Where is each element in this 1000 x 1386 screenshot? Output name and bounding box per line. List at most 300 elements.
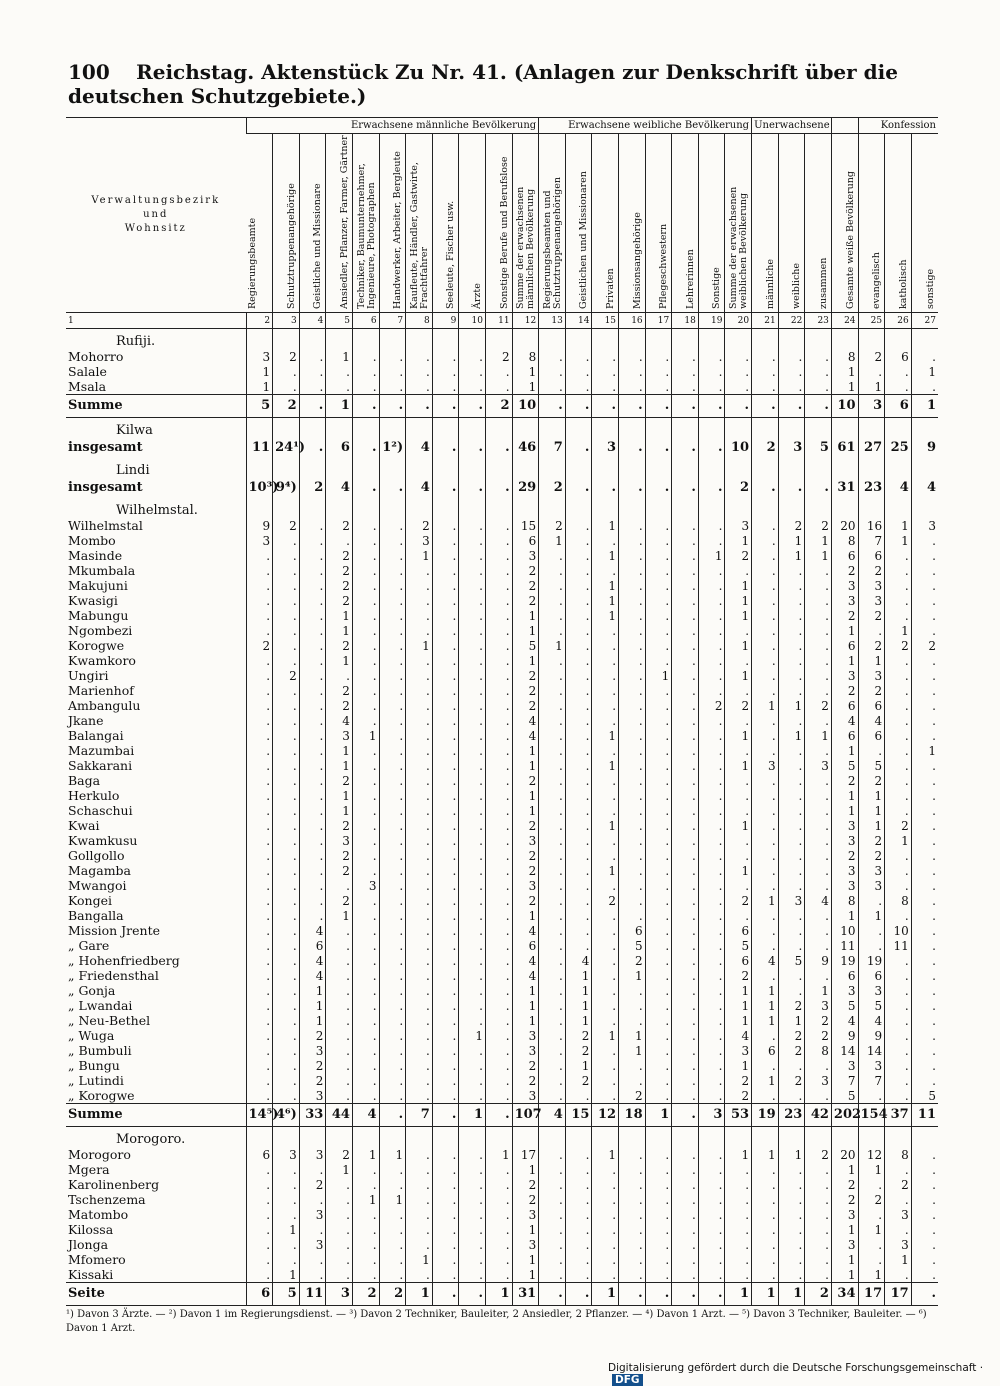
column-number: 18: [672, 313, 699, 329]
row-label: Ambangulu: [68, 697, 141, 713]
table-cell: 1: [512, 1222, 539, 1237]
column-header: [698, 134, 725, 313]
table-cell: .: [645, 349, 672, 364]
table-cell: .: [778, 1177, 805, 1192]
empty-cell: [858, 458, 885, 478]
table-cell: .: [246, 953, 273, 968]
table-cell: .: [485, 1073, 512, 1088]
table-cell: 9: [805, 953, 832, 968]
empty-cell: [459, 1127, 486, 1148]
table-cell: 3: [406, 533, 433, 548]
column-header: [352, 134, 379, 313]
table-cell: .: [299, 683, 326, 698]
table-cell: .: [672, 349, 699, 364]
table-cell: 1: [911, 364, 938, 379]
table-cell: .: [592, 833, 619, 848]
table-cell: .: [432, 893, 459, 908]
table-cell: .: [911, 998, 938, 1013]
table-cell: .: [459, 863, 486, 878]
table-cell: .: [672, 1207, 699, 1222]
table-cell: .: [672, 998, 699, 1013]
empty-cell: [512, 458, 539, 478]
table-cell: 5: [246, 395, 273, 418]
table-cell: .: [352, 379, 379, 395]
table-cell: .: [565, 908, 592, 923]
column-header: [432, 134, 459, 313]
table-cell: .: [299, 878, 326, 893]
table-cell: .: [459, 983, 486, 998]
group-header-row: [66, 118, 938, 134]
table-cell: .: [805, 833, 832, 848]
table-cell: .: [352, 908, 379, 923]
table-cell: .: [273, 1192, 300, 1207]
table-cell: 1: [273, 1222, 300, 1237]
table-cell: .: [725, 743, 752, 758]
table-cell: .: [273, 379, 300, 395]
table-cell: .: [619, 1283, 646, 1306]
table-cell: .: [273, 608, 300, 623]
table-cell: .: [246, 1043, 273, 1058]
table-cell: .: [459, 713, 486, 728]
table-cell: 10: [725, 438, 752, 458]
table-cell: .: [592, 653, 619, 668]
table-cell: .: [406, 1147, 433, 1162]
table-cell: .: [432, 908, 459, 923]
column-header-label: Summe der erwachsenen männlichen Bevölkerung: [515, 186, 537, 309]
table-cell: .: [432, 923, 459, 938]
table-cell: 3: [512, 1028, 539, 1043]
column-header: [592, 134, 619, 313]
empty-cell: [246, 329, 273, 350]
table-cell: .: [592, 638, 619, 653]
table-cell: .: [698, 653, 725, 668]
table-cell: .: [459, 1192, 486, 1207]
table-cell: .: [485, 548, 512, 563]
table-cell: .: [885, 593, 912, 608]
table-cell: 8: [512, 349, 539, 364]
table-cell: .: [273, 623, 300, 638]
table-cell: .: [379, 1207, 406, 1222]
table-cell: .: [645, 1147, 672, 1162]
table-cell: .: [379, 349, 406, 364]
table-cell: 3: [512, 1237, 539, 1252]
table-cell: .: [273, 364, 300, 379]
table-cell: 1: [352, 1192, 379, 1207]
table-cell: 1: [858, 908, 885, 923]
table-cell: .: [672, 668, 699, 683]
table-cell: .: [698, 438, 725, 458]
table-cell: .: [406, 743, 433, 758]
empty-cell: [352, 498, 379, 518]
table-cell: 3: [246, 349, 273, 364]
table-row: [66, 653, 938, 668]
table-cell: .: [459, 758, 486, 773]
table-row: [66, 623, 938, 638]
empty-cell: [672, 329, 699, 350]
table-cell: .: [565, 893, 592, 908]
table-cell: .: [672, 773, 699, 788]
table-cell: .: [885, 788, 912, 803]
table-cell: .: [778, 713, 805, 728]
table-cell: .: [485, 1028, 512, 1043]
table-cell: .: [672, 1147, 699, 1162]
table-cell: .: [485, 1104, 512, 1127]
empty-cell: [672, 418, 699, 439]
table-cell: .: [459, 1088, 486, 1104]
table-cell: .: [565, 478, 592, 498]
empty-cell: [619, 418, 646, 439]
table-cell: .: [246, 773, 273, 788]
table-cell: .: [379, 1177, 406, 1192]
table-cell: .: [592, 1043, 619, 1058]
table-cell: .: [592, 533, 619, 548]
table-cell: .: [246, 593, 273, 608]
table-cell: .: [539, 833, 566, 848]
table-cell: .: [565, 698, 592, 713]
table-cell: .: [273, 998, 300, 1013]
stub-header-line-1: Verwaltungsbezirk: [91, 195, 221, 206]
table-cell: .: [406, 833, 433, 848]
table-cell: 3: [698, 1104, 725, 1127]
empty-cell: [512, 329, 539, 350]
table-cell: .: [432, 758, 459, 773]
table-cell: .: [406, 593, 433, 608]
table-cell: .: [246, 653, 273, 668]
table-cell: .: [565, 833, 592, 848]
table-cell: .: [619, 848, 646, 863]
table-cell: .: [698, 1147, 725, 1162]
table-cell: .: [352, 1162, 379, 1177]
table-cell: .: [459, 938, 486, 953]
table-cell: .: [752, 608, 779, 623]
empty-cell: [459, 329, 486, 350]
table-cell: 1: [326, 623, 353, 638]
table-cell: .: [352, 788, 379, 803]
district-name: Lindi: [116, 463, 150, 478]
table-cell: .: [885, 863, 912, 878]
table-cell: 1: [352, 728, 379, 743]
table-cell: .: [432, 1252, 459, 1267]
table-cell: .: [299, 668, 326, 683]
table-cell: 2: [778, 998, 805, 1013]
empty-cell: [273, 458, 300, 478]
table-cell: .: [299, 623, 326, 638]
table-cell: .: [299, 1192, 326, 1207]
table-cell: .: [885, 683, 912, 698]
table-cell: 1: [592, 818, 619, 833]
table-cell: .: [459, 548, 486, 563]
table-cell: .: [539, 593, 566, 608]
table-cell: .: [645, 698, 672, 713]
table-cell: .: [565, 668, 592, 683]
row-label: Mkumbala: [68, 562, 136, 578]
table-cell: .: [379, 803, 406, 818]
table-cell: .: [725, 1252, 752, 1267]
district-row: [66, 458, 938, 478]
table-cell: .: [778, 1192, 805, 1207]
table-cell: 1: [698, 548, 725, 563]
table-cell: .: [805, 923, 832, 938]
table-cell: .: [885, 379, 912, 395]
empty-cell: [406, 458, 433, 478]
table-cell: .: [379, 1252, 406, 1267]
table-cell: .: [406, 1237, 433, 1252]
table-cell: .: [672, 364, 699, 379]
table-cell: .: [379, 593, 406, 608]
table-cell: .: [672, 743, 699, 758]
table-cell: .: [619, 1162, 646, 1177]
table-cell: .: [565, 1192, 592, 1207]
empty-cell: [698, 418, 725, 439]
table-cell: .: [432, 983, 459, 998]
table-cell: .: [406, 848, 433, 863]
table-cell: 5: [805, 438, 832, 458]
table-cell: .: [778, 863, 805, 878]
table-cell: .: [645, 1073, 672, 1088]
table-cell: 2: [858, 683, 885, 698]
table-cell: .: [565, 653, 592, 668]
table-cell: .: [432, 833, 459, 848]
empty-cell: [539, 498, 566, 518]
table-cell: .: [459, 878, 486, 893]
table-cell: .: [619, 1267, 646, 1283]
table-cell: .: [565, 683, 592, 698]
table-cell: .: [299, 518, 326, 533]
table-cell: .: [725, 623, 752, 638]
table-cell: .: [885, 983, 912, 998]
table-row: [66, 893, 938, 908]
table-cell: .: [485, 1237, 512, 1252]
empty-cell: [645, 1127, 672, 1148]
table-cell: .: [725, 563, 752, 578]
table-cell: .: [565, 1177, 592, 1192]
empty-cell: [352, 458, 379, 478]
table-cell: .: [672, 593, 699, 608]
table-cell: 19: [858, 953, 885, 968]
table-cell: 4: [752, 953, 779, 968]
table-cell: .: [592, 563, 619, 578]
table-cell: .: [645, 438, 672, 458]
table-row: [66, 563, 938, 578]
table-cell: 1: [725, 863, 752, 878]
table-cell: 1: [539, 638, 566, 653]
table-cell: .: [432, 379, 459, 395]
table-cell: .: [885, 1058, 912, 1073]
table-cell: .: [619, 438, 646, 458]
table-cell: 1: [725, 1147, 752, 1162]
table-cell: .: [565, 1252, 592, 1267]
table-row: [66, 698, 938, 713]
table-cell: .: [672, 1222, 699, 1237]
table-cell: .: [778, 788, 805, 803]
table-cell: 2: [778, 1028, 805, 1043]
table-cell: .: [432, 1222, 459, 1237]
table-cell: .: [752, 788, 779, 803]
table-cell: .: [539, 548, 566, 563]
column-number: 20: [725, 313, 752, 329]
column-number: 15: [592, 313, 619, 329]
row-label: Mazumbai: [68, 742, 135, 758]
table-cell: 2: [805, 518, 832, 533]
table-cell: .: [752, 938, 779, 953]
table-cell: .: [672, 968, 699, 983]
table-cell: .: [379, 833, 406, 848]
table-cell: 1: [326, 908, 353, 923]
table-cell: .: [698, 1192, 725, 1207]
table-cell: .: [485, 938, 512, 953]
empty-cell: [885, 458, 912, 478]
table-cell: .: [645, 953, 672, 968]
table-cell: .: [539, 683, 566, 698]
table-cell: .: [725, 1207, 752, 1222]
table-cell: .: [565, 713, 592, 728]
table-cell: 8: [831, 893, 858, 908]
table-cell: .: [752, 623, 779, 638]
table-cell: .: [299, 848, 326, 863]
table-cell: .: [485, 698, 512, 713]
table-cell: .: [406, 1177, 433, 1192]
table-cell: 1: [805, 728, 832, 743]
table-cell: 3: [831, 1237, 858, 1252]
table-cell: .: [752, 349, 779, 364]
table-cell: .: [672, 1252, 699, 1267]
table-cell: 2: [725, 548, 752, 563]
empty-cell: [512, 498, 539, 518]
table-cell: 1: [592, 1028, 619, 1043]
table-cell: 6: [858, 698, 885, 713]
table-cell: 2: [512, 1073, 539, 1088]
column-header: [911, 134, 938, 313]
empty-cell: [512, 1127, 539, 1148]
table-cell: 2: [512, 893, 539, 908]
table-cell: 2: [565, 1073, 592, 1088]
empty-cell: [432, 329, 459, 350]
empty-cell: [432, 418, 459, 439]
column-number: 25: [858, 313, 885, 329]
table-cell: 2: [831, 773, 858, 788]
table-cell: .: [911, 1222, 938, 1237]
table-cell: .: [273, 953, 300, 968]
table-cell: .: [352, 758, 379, 773]
table-cell: .: [619, 1237, 646, 1252]
table-cell: .: [299, 438, 326, 458]
table-cell: .: [911, 1028, 938, 1043]
table-cell: 3: [512, 548, 539, 563]
table-cell: .: [778, 968, 805, 983]
table-cell: .: [565, 788, 592, 803]
table-cell: 1: [326, 788, 353, 803]
column-header: [831, 134, 858, 313]
table-cell: .: [672, 698, 699, 713]
table-cell: .: [565, 349, 592, 364]
table-cell: .: [885, 563, 912, 578]
table-cell: .: [485, 438, 512, 458]
table-cell: .: [672, 438, 699, 458]
table-cell: .: [485, 379, 512, 395]
table-cell: .: [805, 1177, 832, 1192]
table-cell: .: [725, 803, 752, 818]
table-cell: .: [645, 1283, 672, 1306]
table-cell: .: [326, 364, 353, 379]
table-cell: .: [379, 743, 406, 758]
table-cell: 1: [858, 1162, 885, 1177]
table-cell: .: [432, 728, 459, 743]
table-cell: .: [698, 1222, 725, 1237]
table-cell: .: [539, 1222, 566, 1237]
table-row: [66, 713, 938, 728]
table-cell: 1: [725, 983, 752, 998]
table-cell: 1: [752, 893, 779, 908]
column-header-label: Geistliche und Missionare: [312, 183, 324, 309]
table-cell: .: [326, 1222, 353, 1237]
table-cell: .: [352, 1222, 379, 1237]
table-cell: .: [592, 1177, 619, 1192]
table-cell: 1: [725, 818, 752, 833]
table-cell: .: [326, 1058, 353, 1073]
table-cell: 5: [911, 1088, 938, 1104]
table-cell: .: [778, 818, 805, 833]
table-cell: .: [911, 983, 938, 998]
table-cell: .: [911, 578, 938, 593]
table-cell: 10: [512, 395, 539, 418]
table-cell: .: [352, 364, 379, 379]
table-cell: 1: [752, 1013, 779, 1028]
table-cell: 1: [805, 533, 832, 548]
column-header-label: katholisch: [897, 259, 909, 309]
table-cell: .: [352, 623, 379, 638]
table-cell: .: [672, 1192, 699, 1207]
column-number: 5: [326, 313, 353, 329]
column-header-label: Sonstige Berufe und Berufslose: [498, 156, 510, 309]
table-cell: .: [539, 1073, 566, 1088]
table-cell: .: [352, 863, 379, 878]
table-cell: 6: [831, 638, 858, 653]
table-cell: .: [672, 1162, 699, 1177]
empty-cell: [592, 329, 619, 350]
table-cell: .: [432, 395, 459, 418]
column-number: 17: [645, 313, 672, 329]
table-cell: .: [885, 908, 912, 923]
table-cell: .: [752, 878, 779, 893]
table-cell: .: [672, 893, 699, 908]
district-name: Morogoro.: [116, 1132, 186, 1147]
table-cell: .: [459, 668, 486, 683]
table-cell: .: [805, 743, 832, 758]
table-row: [66, 1073, 938, 1088]
table-cell: .: [619, 578, 646, 593]
table-cell: .: [352, 593, 379, 608]
table-cell: .: [246, 728, 273, 743]
table-cell: .: [619, 713, 646, 728]
table-cell: 6: [246, 1147, 273, 1162]
table-cell: .: [459, 364, 486, 379]
table-cell: .: [805, 578, 832, 593]
table-row: [66, 349, 938, 364]
table-cell: .: [299, 1222, 326, 1237]
empty-cell: [725, 498, 752, 518]
table-cell: .: [485, 863, 512, 878]
table-cell: .: [539, 773, 566, 788]
table-cell: .: [379, 1028, 406, 1043]
table-cell: 4: [512, 728, 539, 743]
table-cell: .: [246, 623, 273, 638]
table-cell: 1: [831, 1162, 858, 1177]
table-cell: .: [805, 1237, 832, 1252]
table-cell: 1: [512, 1162, 539, 1177]
district-row: [66, 329, 938, 350]
table-cell: .: [645, 608, 672, 623]
table-cell: .: [698, 878, 725, 893]
